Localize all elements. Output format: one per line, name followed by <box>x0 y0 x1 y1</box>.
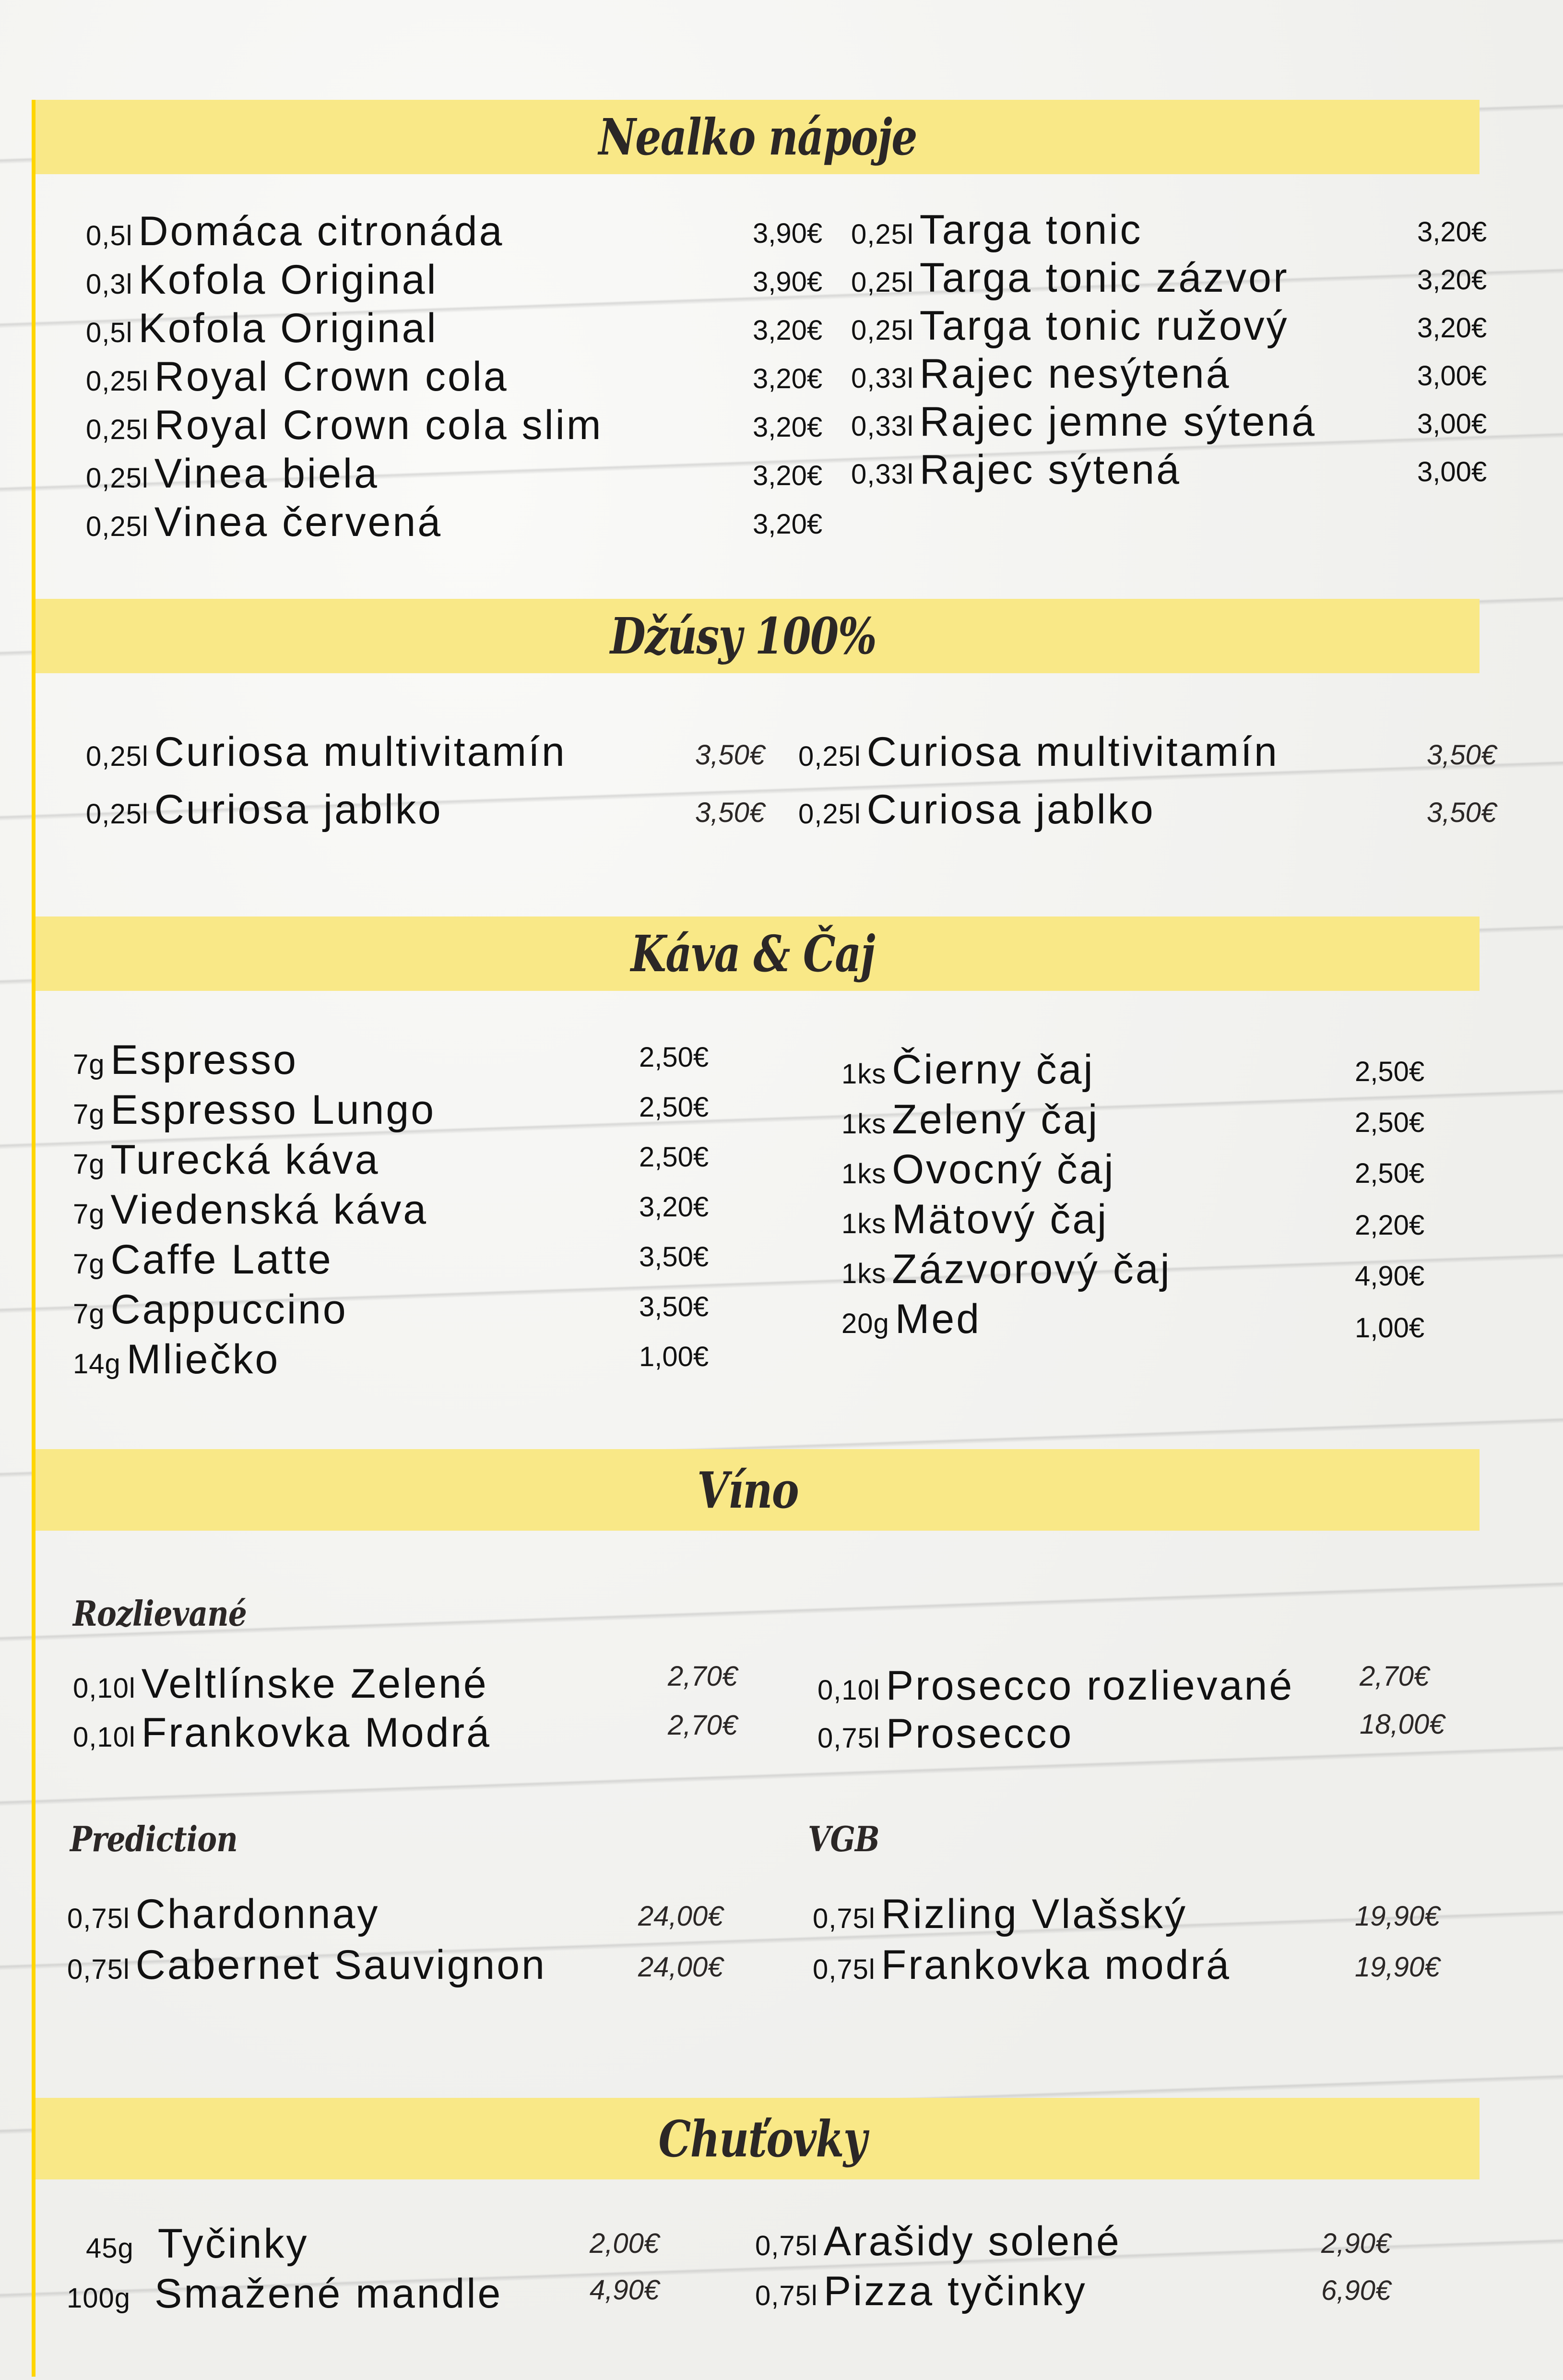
item-price: 2,70€ <box>668 1661 738 1692</box>
item-name: Royal Crown cola <box>154 354 509 400</box>
item-qty: 0,25l <box>851 219 914 250</box>
item-name: Vinea červená <box>154 499 443 545</box>
item-price: 3,50€ <box>639 1241 709 1273</box>
section-banner <box>36 599 1480 673</box>
section-banner <box>36 2098 1480 2179</box>
menu-item <box>67 2270 502 2318</box>
item-qty: 0,5l <box>86 220 133 251</box>
item-name: Zázvorový čaj <box>892 1246 1172 1292</box>
menu-item <box>86 305 438 352</box>
item-qty: 0,33l <box>851 363 914 394</box>
item-qty: 7g <box>73 1049 105 1080</box>
item-qty: 20g <box>841 1308 889 1339</box>
item-name: Cappuccino <box>110 1286 348 1333</box>
item-name: Targa tonic zázvor <box>919 255 1289 301</box>
section-banner <box>36 1449 1480 1531</box>
item-name: Med <box>895 1296 982 1342</box>
item-price: 2,50€ <box>639 1142 709 1173</box>
item-name: Čierny čaj <box>892 1047 1095 1093</box>
item-name: Prosecco <box>886 1711 1074 1757</box>
item-qty: 0,25l <box>86 511 149 542</box>
item-price: 2,00€ <box>590 2228 660 2259</box>
menu-item <box>798 728 1279 776</box>
menu-item <box>851 398 1316 446</box>
menu-item <box>73 1709 491 1757</box>
item-name: Kofola Original <box>138 305 438 351</box>
item-qty: 1ks <box>841 1258 887 1289</box>
item-name: Curiosa multivitamín <box>154 729 567 775</box>
section-title: Víno <box>697 1460 799 1520</box>
item-name: Targa tonic <box>919 207 1143 253</box>
menu-item <box>86 208 504 255</box>
menu-item <box>841 1046 1095 1094</box>
item-price: 3,50€ <box>695 739 765 771</box>
item-name: Mliečko <box>126 1336 280 1382</box>
item-price: 19,90€ <box>1355 1901 1440 1932</box>
subsection-title-rozlievane: Rozlievané <box>73 1593 247 1634</box>
item-price: 3,50€ <box>695 797 765 828</box>
item-price: 2,50€ <box>1355 1107 1425 1138</box>
menu-item <box>86 786 443 833</box>
section-title: Nealko nápoje <box>598 107 917 167</box>
item-qty: 0,75l <box>755 2280 818 2311</box>
item-price: 2,90€ <box>1321 2228 1391 2259</box>
menu-item <box>817 1662 1294 1710</box>
item-qty: 0,75l <box>755 2230 818 2261</box>
item-price: 1,00€ <box>1355 1312 1425 1344</box>
item-price: 6,90€ <box>1321 2275 1391 2306</box>
section-banner <box>36 100 1480 174</box>
menu-item <box>817 1710 1073 1758</box>
item-price: 2,50€ <box>639 1092 709 1123</box>
menu-item <box>73 1286 348 1333</box>
item-price: 3,20€ <box>1417 264 1487 296</box>
item-price: 4,90€ <box>1355 1261 1425 1292</box>
item-name: Mätový čaj <box>892 1196 1109 1242</box>
item-name: Rajec nesýtená <box>919 351 1231 397</box>
item-price: 2,70€ <box>1360 1661 1430 1692</box>
item-qty: 45g <box>86 2233 134 2264</box>
item-qty: 0,25l <box>798 798 861 830</box>
item-name: Frankovka modrá <box>881 1942 1231 1988</box>
item-price: 3,90€ <box>753 218 823 249</box>
item-price: 3,20€ <box>1417 216 1487 248</box>
item-price: 3,20€ <box>753 412 823 443</box>
item-qty: 0,75l <box>813 1903 876 1934</box>
item-qty: 7g <box>73 1298 105 1330</box>
item-price: 24,00€ <box>638 1952 723 1983</box>
item-qty: 7g <box>73 1199 105 1230</box>
item-name: Royal Crown cola slim <box>154 402 603 448</box>
section-title: Chuťovky <box>658 2109 866 2168</box>
item-qty: 0,25l <box>851 315 914 346</box>
item-name: Veltlínske Zelené <box>141 1661 488 1707</box>
item-price: 2,50€ <box>639 1042 709 1073</box>
item-name: Cabernet Sauvignon <box>135 1942 546 1988</box>
item-name: Vinea biela <box>154 451 379 497</box>
item-price: 2,50€ <box>1355 1158 1425 1189</box>
menu-item <box>841 1146 1115 1193</box>
menu-item <box>86 728 567 776</box>
menu-item <box>67 1891 379 1938</box>
item-name: Curiosa jablko <box>866 786 1155 833</box>
item-name: Targa tonic ružový <box>919 303 1289 349</box>
item-price: 1,00€ <box>639 1341 709 1372</box>
item-name: Frankovka Modrá <box>141 1710 491 1756</box>
menu-item <box>755 2268 1087 2315</box>
menu-item <box>851 302 1289 350</box>
item-name: Smažené mandle <box>154 2271 503 2317</box>
item-qty: 1ks <box>841 1158 887 1190</box>
menu-item <box>841 1096 1099 1143</box>
item-qty: 0,25l <box>86 798 149 830</box>
item-qty: 0,25l <box>798 741 861 772</box>
accent-line <box>32 100 36 2377</box>
item-name: Domáca citronáda <box>138 208 504 254</box>
item-qty: 0,75l <box>813 1954 876 1985</box>
item-name: Zelený čaj <box>892 1096 1100 1142</box>
item-price: 19,90€ <box>1355 1952 1440 1983</box>
item-price: 3,20€ <box>1417 312 1487 344</box>
menu-item <box>86 353 509 401</box>
menu-item <box>73 1086 436 1134</box>
menu-item <box>86 2220 309 2268</box>
item-qty: 0,5l <box>86 317 133 348</box>
item-qty: 7g <box>73 1099 105 1130</box>
menu-item <box>67 1941 546 1989</box>
item-name: Rizling Vlašský <box>881 1891 1188 1937</box>
item-price: 3,50€ <box>639 1291 709 1322</box>
item-name: Chardonnay <box>135 1891 380 1937</box>
menu-item <box>73 1236 333 1284</box>
item-name: Kofola Original <box>138 257 438 303</box>
item-price: 2,70€ <box>668 1710 738 1741</box>
item-name: Prosecco rozlievané <box>886 1663 1294 1709</box>
item-qty: 0,25l <box>851 267 914 298</box>
menu-item <box>86 402 603 449</box>
section-banner <box>36 916 1480 991</box>
item-name: Rajec sýtená <box>919 447 1181 493</box>
item-qty: 14g <box>73 1348 121 1380</box>
item-name: Rajec jemne sýtená <box>919 399 1317 445</box>
section-title: Džúsy 100% <box>610 607 876 666</box>
menu-item <box>86 499 442 546</box>
menu-item <box>841 1296 981 1343</box>
subsection-title-prediction: Prediction <box>70 1819 237 1859</box>
menu-item <box>73 1036 298 1084</box>
item-name: Caffe Latte <box>110 1237 333 1283</box>
item-qty: 0,25l <box>86 463 149 494</box>
menu-item <box>73 1336 280 1383</box>
item-name: Arašidy solené <box>823 2218 1121 2264</box>
menu-item <box>813 1891 1187 1938</box>
section-title: Káva & Čaj <box>630 924 875 983</box>
menu-item <box>86 450 379 498</box>
item-qty: 0,25l <box>86 414 149 445</box>
item-name: Curiosa jablko <box>154 786 443 833</box>
item-price: 3,20€ <box>753 363 823 394</box>
item-qty: 0,33l <box>851 411 914 442</box>
menu-item <box>851 254 1289 302</box>
item-qty: 100g <box>67 2283 131 2314</box>
item-qty: 0,75l <box>67 1954 130 1985</box>
item-qty: 0,25l <box>86 741 149 772</box>
item-qty: 1ks <box>841 1059 887 1090</box>
item-qty: 0,75l <box>67 1903 130 1934</box>
item-qty: 0,10l <box>73 1673 136 1704</box>
item-qty: 0,10l <box>73 1722 136 1753</box>
item-name: Viedenská káva <box>110 1187 428 1233</box>
item-name: Espresso <box>110 1037 298 1083</box>
item-qty: 7g <box>73 1149 105 1180</box>
item-price: 3,00€ <box>1417 408 1487 440</box>
item-price: 3,50€ <box>1427 797 1497 828</box>
menu-item <box>86 256 438 304</box>
subsection-title-vgb: VGB <box>808 1819 879 1859</box>
item-name: Espresso Lungo <box>110 1087 436 1133</box>
item-qty: 0,25l <box>86 366 149 397</box>
menu-item <box>841 1246 1172 1293</box>
item-qty: 0,33l <box>851 459 914 490</box>
item-price: 24,00€ <box>638 1901 723 1932</box>
menu-item <box>73 1660 488 1708</box>
item-name: Pizza tyčinky <box>823 2268 1087 2314</box>
menu-item <box>73 1136 380 1184</box>
item-qty: 7g <box>73 1249 105 1280</box>
menu-item <box>851 350 1231 398</box>
item-price: 3,50€ <box>1427 739 1497 771</box>
item-price: 3,00€ <box>1417 360 1487 392</box>
menu-item <box>755 2218 1121 2265</box>
item-price: 3,20€ <box>753 460 823 491</box>
item-name: Tyčinky <box>157 2221 309 2267</box>
item-qty: 0,3l <box>86 269 133 300</box>
item-price: 3,90€ <box>753 266 823 298</box>
item-name: Ovocný čaj <box>892 1146 1115 1192</box>
item-qty: 0,75l <box>817 1723 880 1754</box>
item-name: Turecká káva <box>110 1137 380 1183</box>
menu-item <box>798 786 1155 833</box>
menu-item <box>813 1941 1231 1989</box>
item-price: 3,00€ <box>1417 456 1487 488</box>
item-price: 18,00€ <box>1360 1709 1445 1740</box>
item-name: Curiosa multivitamín <box>866 729 1279 775</box>
menu-item <box>73 1186 428 1234</box>
menu-item <box>841 1196 1108 1243</box>
item-price: 3,20€ <box>753 509 823 540</box>
item-qty: 0,10l <box>817 1675 880 1706</box>
item-price: 2,20€ <box>1355 1210 1425 1241</box>
item-qty: 1ks <box>841 1208 887 1239</box>
item-qty: 1ks <box>841 1108 887 1140</box>
item-price: 3,20€ <box>753 315 823 346</box>
menu-item <box>851 446 1181 494</box>
item-price: 3,20€ <box>639 1191 709 1223</box>
item-price: 2,50€ <box>1355 1056 1425 1087</box>
menu-item <box>851 206 1142 254</box>
item-price: 4,90€ <box>590 2274 660 2306</box>
